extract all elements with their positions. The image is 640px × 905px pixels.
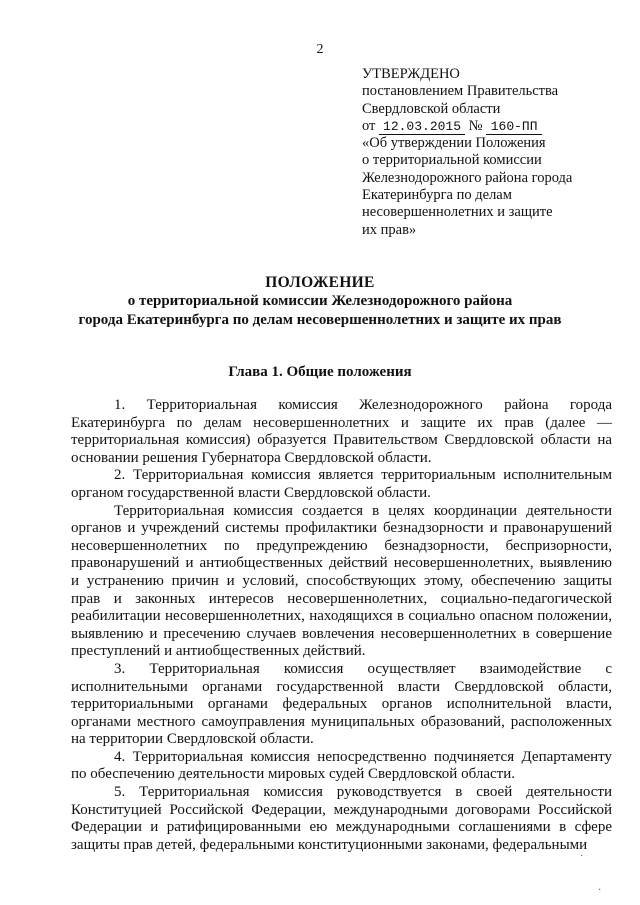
approval-line: постановлением Правительства bbox=[362, 83, 559, 100]
date-prefix: от bbox=[362, 117, 376, 134]
document-body bbox=[71, 397, 612, 854]
approval-ref-line: о территориальной комиссии bbox=[362, 152, 542, 169]
paragraph: 2. Территориальная комиссия является территориальным исполнительным органом государственной власти Свердловской области. bbox=[71, 467, 612, 501]
approval-ref-line: их прав» bbox=[362, 221, 417, 238]
approval-block bbox=[362, 66, 624, 239]
document-subtitle: города Екатеринбурга по делам несовершеннолетних и защите их прав bbox=[78, 312, 562, 328]
number-prefix: № bbox=[468, 117, 483, 134]
paragraph: 5. Территориальная комиссия руководствуется в своей деятельности Конституцией Российской Федерации, международными договорами Российской Федерации и ратифицированными ею международными соглашениями в сфере защиты прав детей, федеральными конституционными законами, федеральными bbox=[71, 784, 612, 853]
scan-mark: · bbox=[598, 885, 602, 896]
approval-ref-line: «Об утверждении Положения bbox=[362, 135, 546, 152]
document-title: ПОЛОЖЕНИЕ bbox=[265, 274, 375, 291]
approval-date-line bbox=[362, 118, 624, 135]
paragraph: 3. Территориальная комиссия осуществляет взаимодействие с исполнительными органами государственной власти Свердловской области, территориальными органами федеральных органов исполнительной власти, органами местного самоуправления муниципальных образований, расположенных на территории Свердловской области. bbox=[71, 660, 612, 748]
paragraph: Территориальная комиссия создается в целях координации деятельности органов и учреждений системы профилактики безнадзорности и правонарушений несовершеннолетних по предупреждению безнадзорности, беспризорности, правонарушений и антиобщественных действий несовершеннолетних, выявлению и устранению причин и условий, способствующих этому, обеспечению защиты прав и законных интересов несовершеннолетних, социально-педагогической реабилитации несовершеннолетних, находящихся в социально опасном положении, выявлению и пресечению случаев вовлечения несовершеннолетних в совершение преступлений и антиобщественных действий. bbox=[71, 502, 612, 660]
approval-date: 12.03.2015 bbox=[379, 120, 465, 135]
document-heading bbox=[0, 273, 640, 330]
approval-ref-line: несовершеннолетних и защите bbox=[362, 204, 553, 221]
document-subtitle: о территориальной комиссии Железнодорожного района bbox=[127, 293, 513, 309]
chapter-title: Глава 1. Общие положения bbox=[228, 364, 412, 380]
approval-number: 160-ПП bbox=[486, 120, 542, 135]
approval-ref-line: Екатеринбурга по делам bbox=[362, 187, 512, 204]
page-number: 2 bbox=[316, 42, 324, 57]
approval-ref-line: Железнодорожного района города bbox=[362, 169, 573, 186]
approval-stamp: УТВЕРЖДЕНО bbox=[362, 66, 460, 82]
paragraph: 1. Территориальная комиссия Железнодорожного района города Екатеринбурга по делам несовершеннолетних и защите их прав (далее — территориальная комиссия) образуется Правительством Свердловской области на основании решения Губернатора Свердловской области. bbox=[71, 397, 612, 466]
paragraph: 4. Территориальная комиссия непосредственно подчиняется Департаменту по обеспечению деятельности мировых судей Свердловской области. bbox=[71, 748, 612, 783]
approval-line: Свердловской области bbox=[362, 100, 501, 117]
scan-mark: · bbox=[580, 851, 584, 862]
